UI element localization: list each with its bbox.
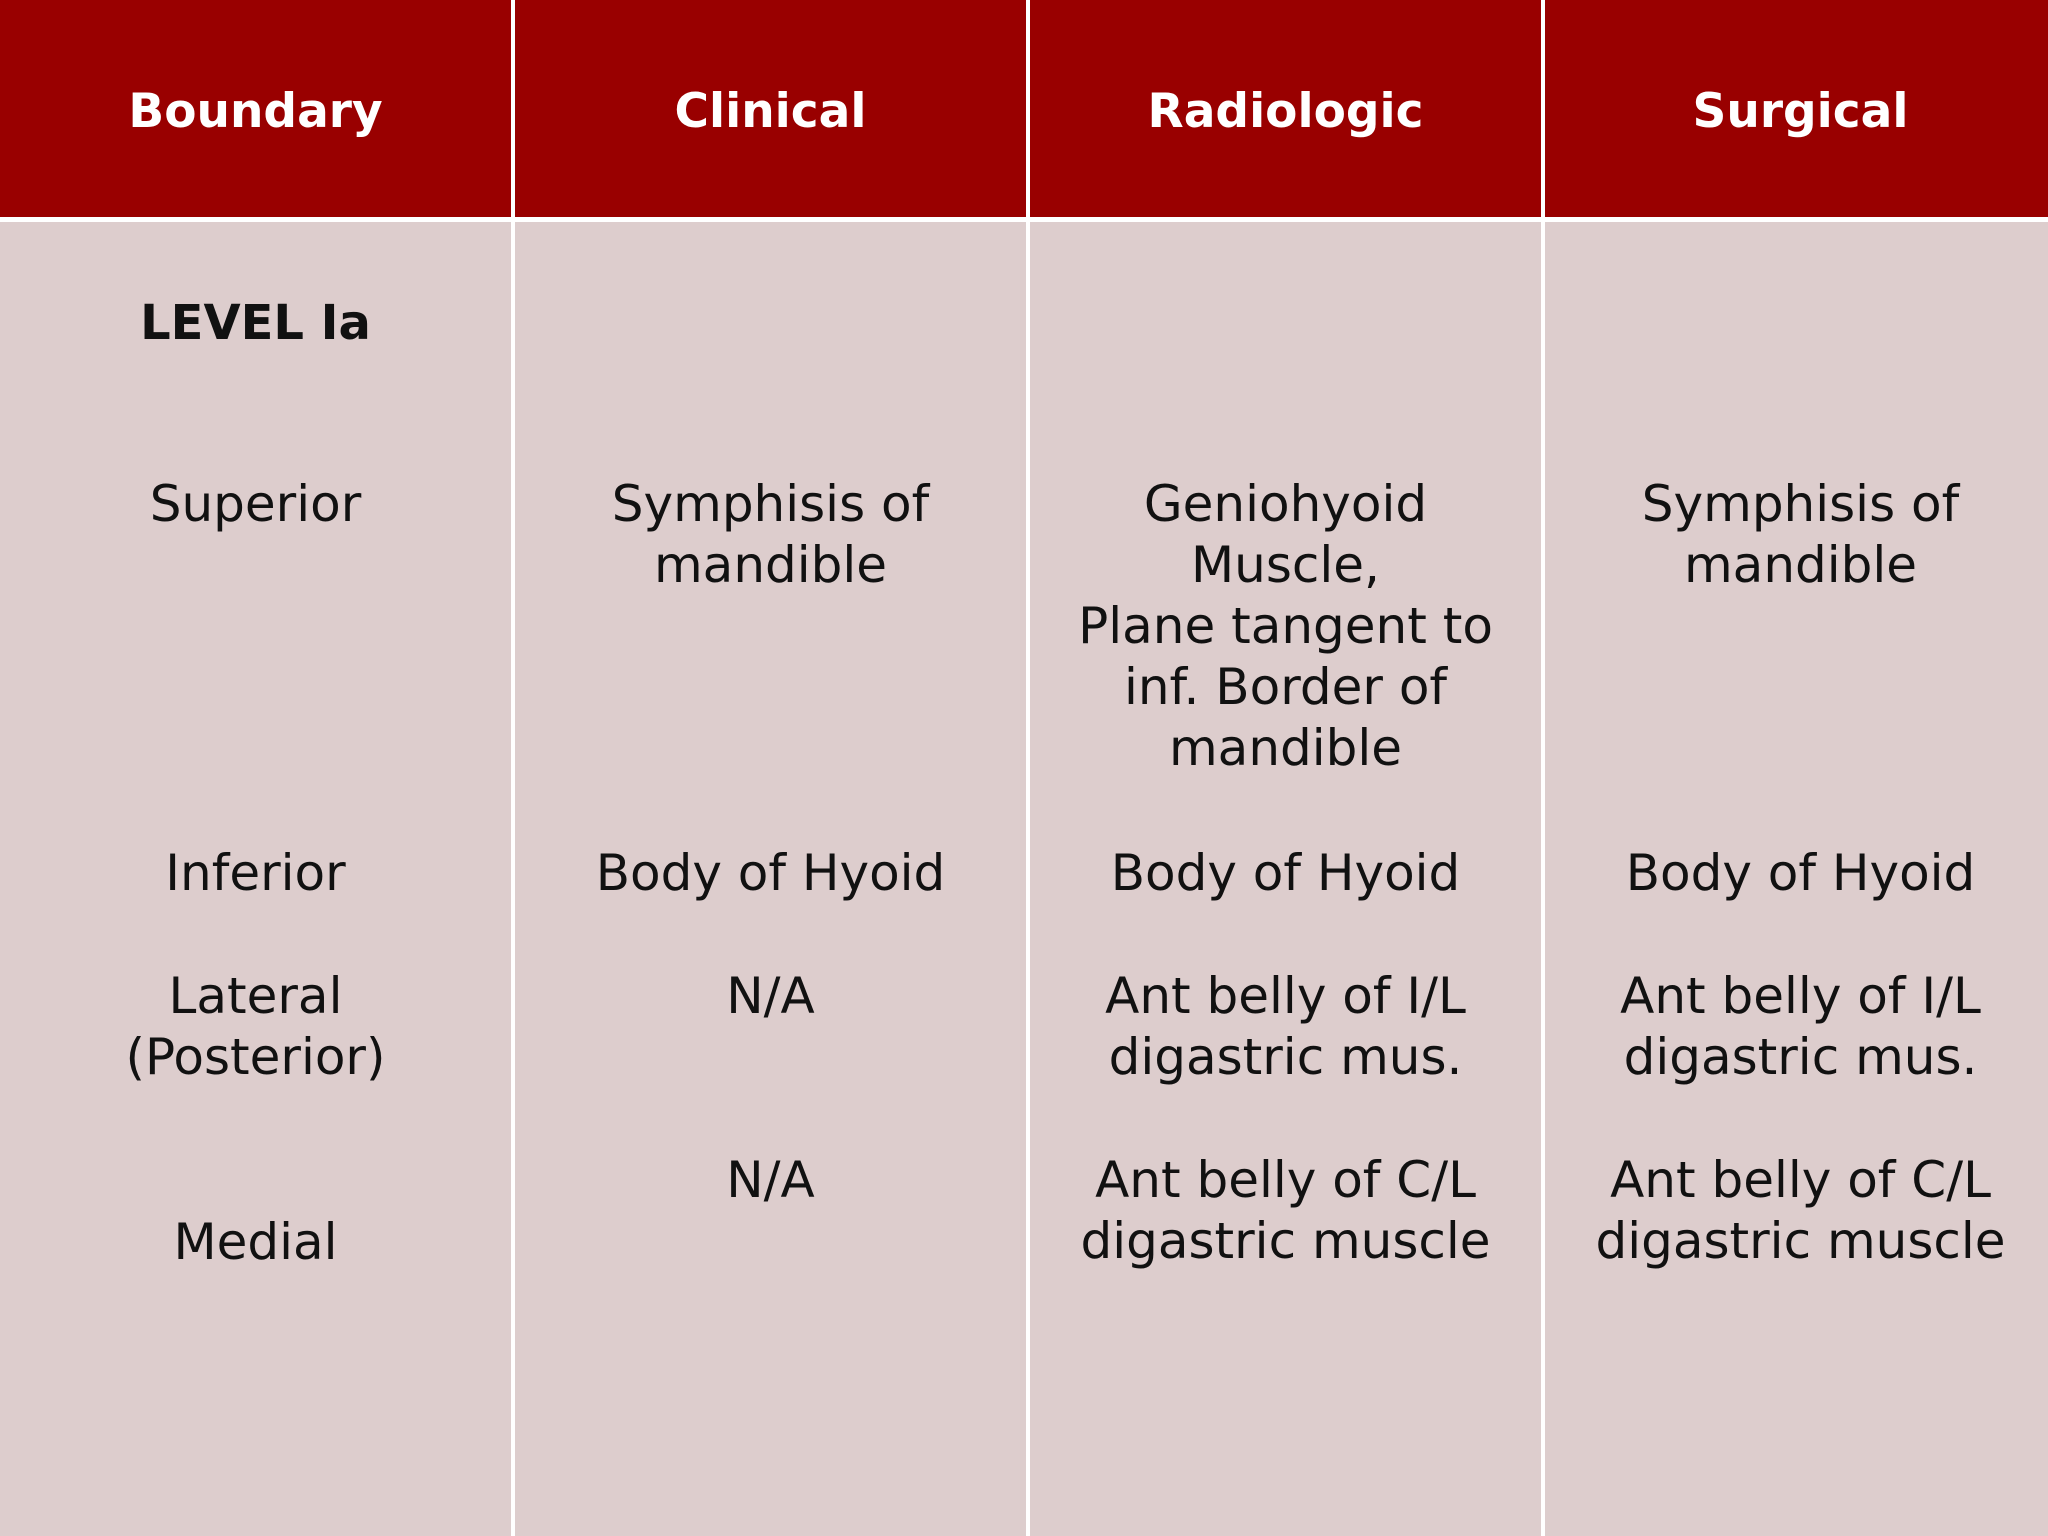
clinical-superior: Symphisis of mandible <box>611 475 930 594</box>
radiologic-superior: Geniohyoid Muscle, Plane tangent to inf. Border of mandible <box>1078 475 1493 777</box>
radiologic-lateral: Ant belly of I/L digastric mus. <box>1105 967 1466 1086</box>
clinical-medial: N/A <box>726 1151 815 1209</box>
level-label: LEVEL Ia <box>140 295 371 351</box>
boundary-lateral: Lateral (Posterior) <box>125 967 386 1086</box>
header-clinical: Clinical <box>515 0 1026 217</box>
boundary-superior: Superior <box>149 475 362 533</box>
surgical-inferior: Body of Hyoid <box>1625 844 1976 902</box>
column-surgical <box>1545 222 2048 1536</box>
surgical-superior: Symphisis of mandible <box>1641 475 1960 594</box>
header-radiologic: Radiologic <box>1030 0 1541 217</box>
column-clinical <box>515 222 1026 1536</box>
radiologic-medial: Ant belly of C/L digastric muscle <box>1080 1151 1491 1270</box>
boundary-inferior: Inferior <box>165 844 346 902</box>
radiologic-inferior: Body of Hyoid <box>1110 844 1461 902</box>
clinical-lateral: N/A <box>726 967 815 1025</box>
surgical-medial: Ant belly of C/L digastric muscle <box>1595 1151 2006 1270</box>
header-boundary: Boundary <box>0 0 511 217</box>
surgical-lateral: Ant belly of I/L digastric mus. <box>1620 967 1981 1086</box>
column-boundary <box>0 222 511 1536</box>
boundary-medial: Medial <box>173 1213 338 1271</box>
clinical-inferior: Body of Hyoid <box>595 844 946 902</box>
header-surgical: Surgical <box>1545 0 2048 217</box>
column-radiologic <box>1030 222 1541 1536</box>
